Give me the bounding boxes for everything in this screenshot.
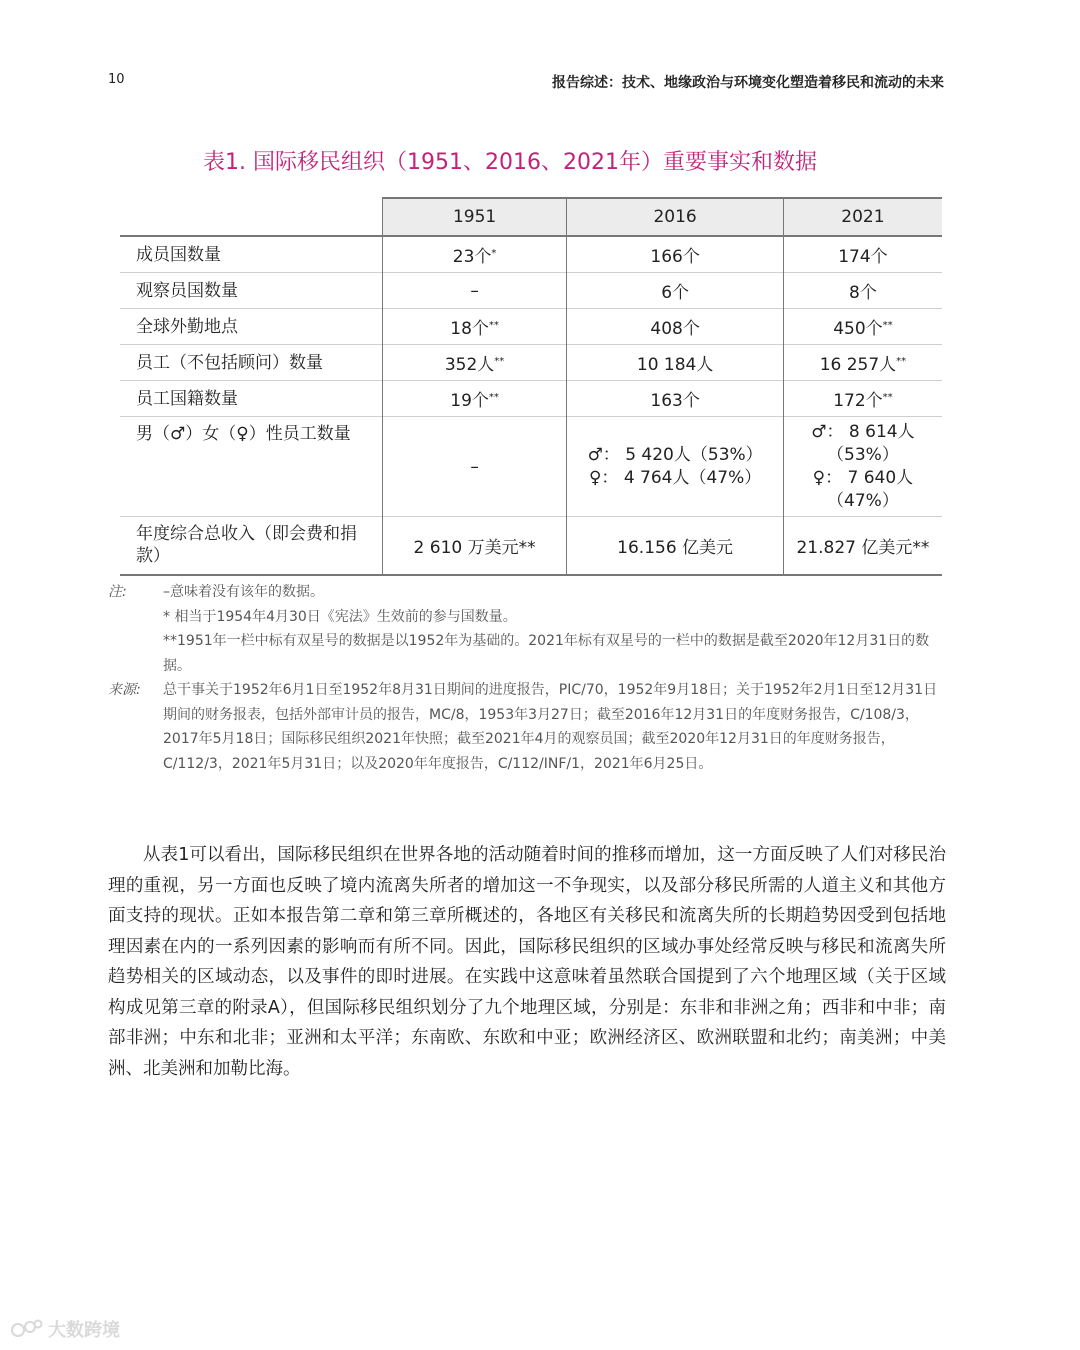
cell-2016: 10 184人 [567, 345, 783, 381]
column-header-2016: 2016 [567, 198, 783, 236]
female-count: ♀： 7 640人 [812, 467, 914, 488]
cell-1951: 2 610 万美元** [382, 517, 567, 575]
watermark-logo-icon [10, 1318, 44, 1340]
cell-2021: 16 257人** [783, 345, 942, 381]
table-row-income [120, 517, 942, 575]
watermark-text: 大数跨境 [48, 1320, 120, 1341]
page-number: 10 [108, 72, 125, 87]
cell-2016: 16.156 亿美元 [567, 517, 783, 575]
cell-2016: 6个 [567, 273, 783, 309]
watermark [10, 1316, 120, 1342]
cell-1951: 18个** [382, 309, 567, 345]
column-header-2021: 2021 [783, 198, 942, 236]
row-label: 男（♂）女（♀）性员工数量 [120, 417, 382, 517]
row-label: 全球外勤地点 [120, 309, 382, 345]
facts-table [120, 197, 942, 576]
note-1: –意味着没有该年的数据。 [163, 584, 324, 600]
column-header-1951: 1951 [382, 198, 567, 236]
table-row [120, 273, 942, 309]
male-count: ♂： 5 420人（53%） [587, 444, 763, 465]
row-label: 年度综合总收入（即会费和捐款） [120, 517, 382, 575]
table-row [120, 236, 942, 273]
cell-2021: 172个** [783, 381, 942, 417]
cell-1951: – [382, 417, 567, 517]
female-percent: （47%） [827, 490, 899, 511]
note-row [108, 580, 948, 678]
source-key: 来源: [108, 682, 141, 698]
table-row [120, 345, 942, 381]
table-title: 表1. 国际移民组织（1951、2016、2021年）重要事实和数据 [203, 150, 817, 175]
cell-2021: 8个 [783, 273, 942, 309]
female-count: ♀： 4 764人（47%） [588, 467, 762, 488]
male-percent: （53%） [827, 444, 899, 465]
source-row [108, 678, 948, 776]
source-text: 总干事关于1952年6月1日至1952年8月31日期间的进度报告，PIC/70，1952年9月18日；关于1952年2月1日至12月31日期间的财务报表，包括外部审计员的报告，MC/8，1953年3月27日；截至2016年12月31日的年度财务报告，C/108/3，2017年5月18日；国际移民组织2021年快照；截至2021年4月的观察员国；截至2020年12月31日的年度财务报告，C/112/3，2021年5月31日；以及2020年年度报告，C/112/INF/1，2021年6月25日。 [163, 682, 938, 772]
body-paragraph: 从表1可以看出，国际移民组织在世界各地的活动随着时间的推移而增加，这一方面反映了人们对移民治理的重视，另一方面也反映了境内流离失所者的增加这一不争现实，以及部分移民所需的人道主义和其他方面支持的现状。正如本报告第二章和第三章所概述的，各地区有关移民和流离失所的长期趋势因受到包括地理因素在内的一系列因素的影响而有所不同。因此，国际移民组织的区域办事处经常反映与移民和流离失所趋势相关的区域动态，以及事件的即时进展。在实践中这意味着虽然联合国提到了六个地理区域（关于区域构成见第三章的附录A），但国际移民组织划分了九个地理区域，分别是：东非和非洲之角；西非和中非；南部非洲；中东和北非；亚洲和太平洋；东南欧、东欧和中亚；欧洲经济区、欧洲联盟和北约；南美洲；中美洲、北美洲和加勒比海。 [108, 845, 946, 1079]
running-header: 报告综述：技术、地缘政治与环境变化塑造着移民和流动的未来 [552, 75, 944, 91]
cell-2016 [567, 417, 783, 517]
row-label: 员工（不包括顾问）数量 [120, 345, 382, 381]
cell-1951: 23个* [382, 236, 567, 273]
note-3: **1951年一栏中标有双星号的数据是以1952年为基础的。2021年标有双星号的一栏中的数据是截至2020年12月31日的数据。 [163, 633, 930, 674]
table-row [120, 381, 942, 417]
table-notes [108, 580, 948, 776]
row-label: 成员国数量 [120, 236, 382, 273]
table-row-gender [120, 417, 942, 517]
cell-2016: 166个 [567, 236, 783, 273]
cell-2021: 450个** [783, 309, 942, 345]
row-label: 员工国籍数量 [120, 381, 382, 417]
cell-1951: 352人** [382, 345, 567, 381]
cell-2021 [783, 417, 942, 517]
note-2: * 相当于1954年4月30日《宪法》生效前的参与国数量。 [163, 608, 517, 625]
male-count: ♂： 8 614人 [811, 421, 915, 442]
cell-2021: 174个 [783, 236, 942, 273]
cell-1951: 19个** [382, 381, 567, 417]
cell-2021: 21.827 亿美元** [783, 517, 942, 575]
cell-2016: 408个 [567, 309, 783, 345]
table-row [120, 309, 942, 345]
table-header-row [120, 198, 942, 236]
row-label: 观察员国数量 [120, 273, 382, 309]
cell-1951: – [382, 273, 567, 309]
header-blank-cell [120, 198, 382, 236]
cell-2016: 163个 [567, 381, 783, 417]
note-key: 注: [108, 584, 127, 600]
